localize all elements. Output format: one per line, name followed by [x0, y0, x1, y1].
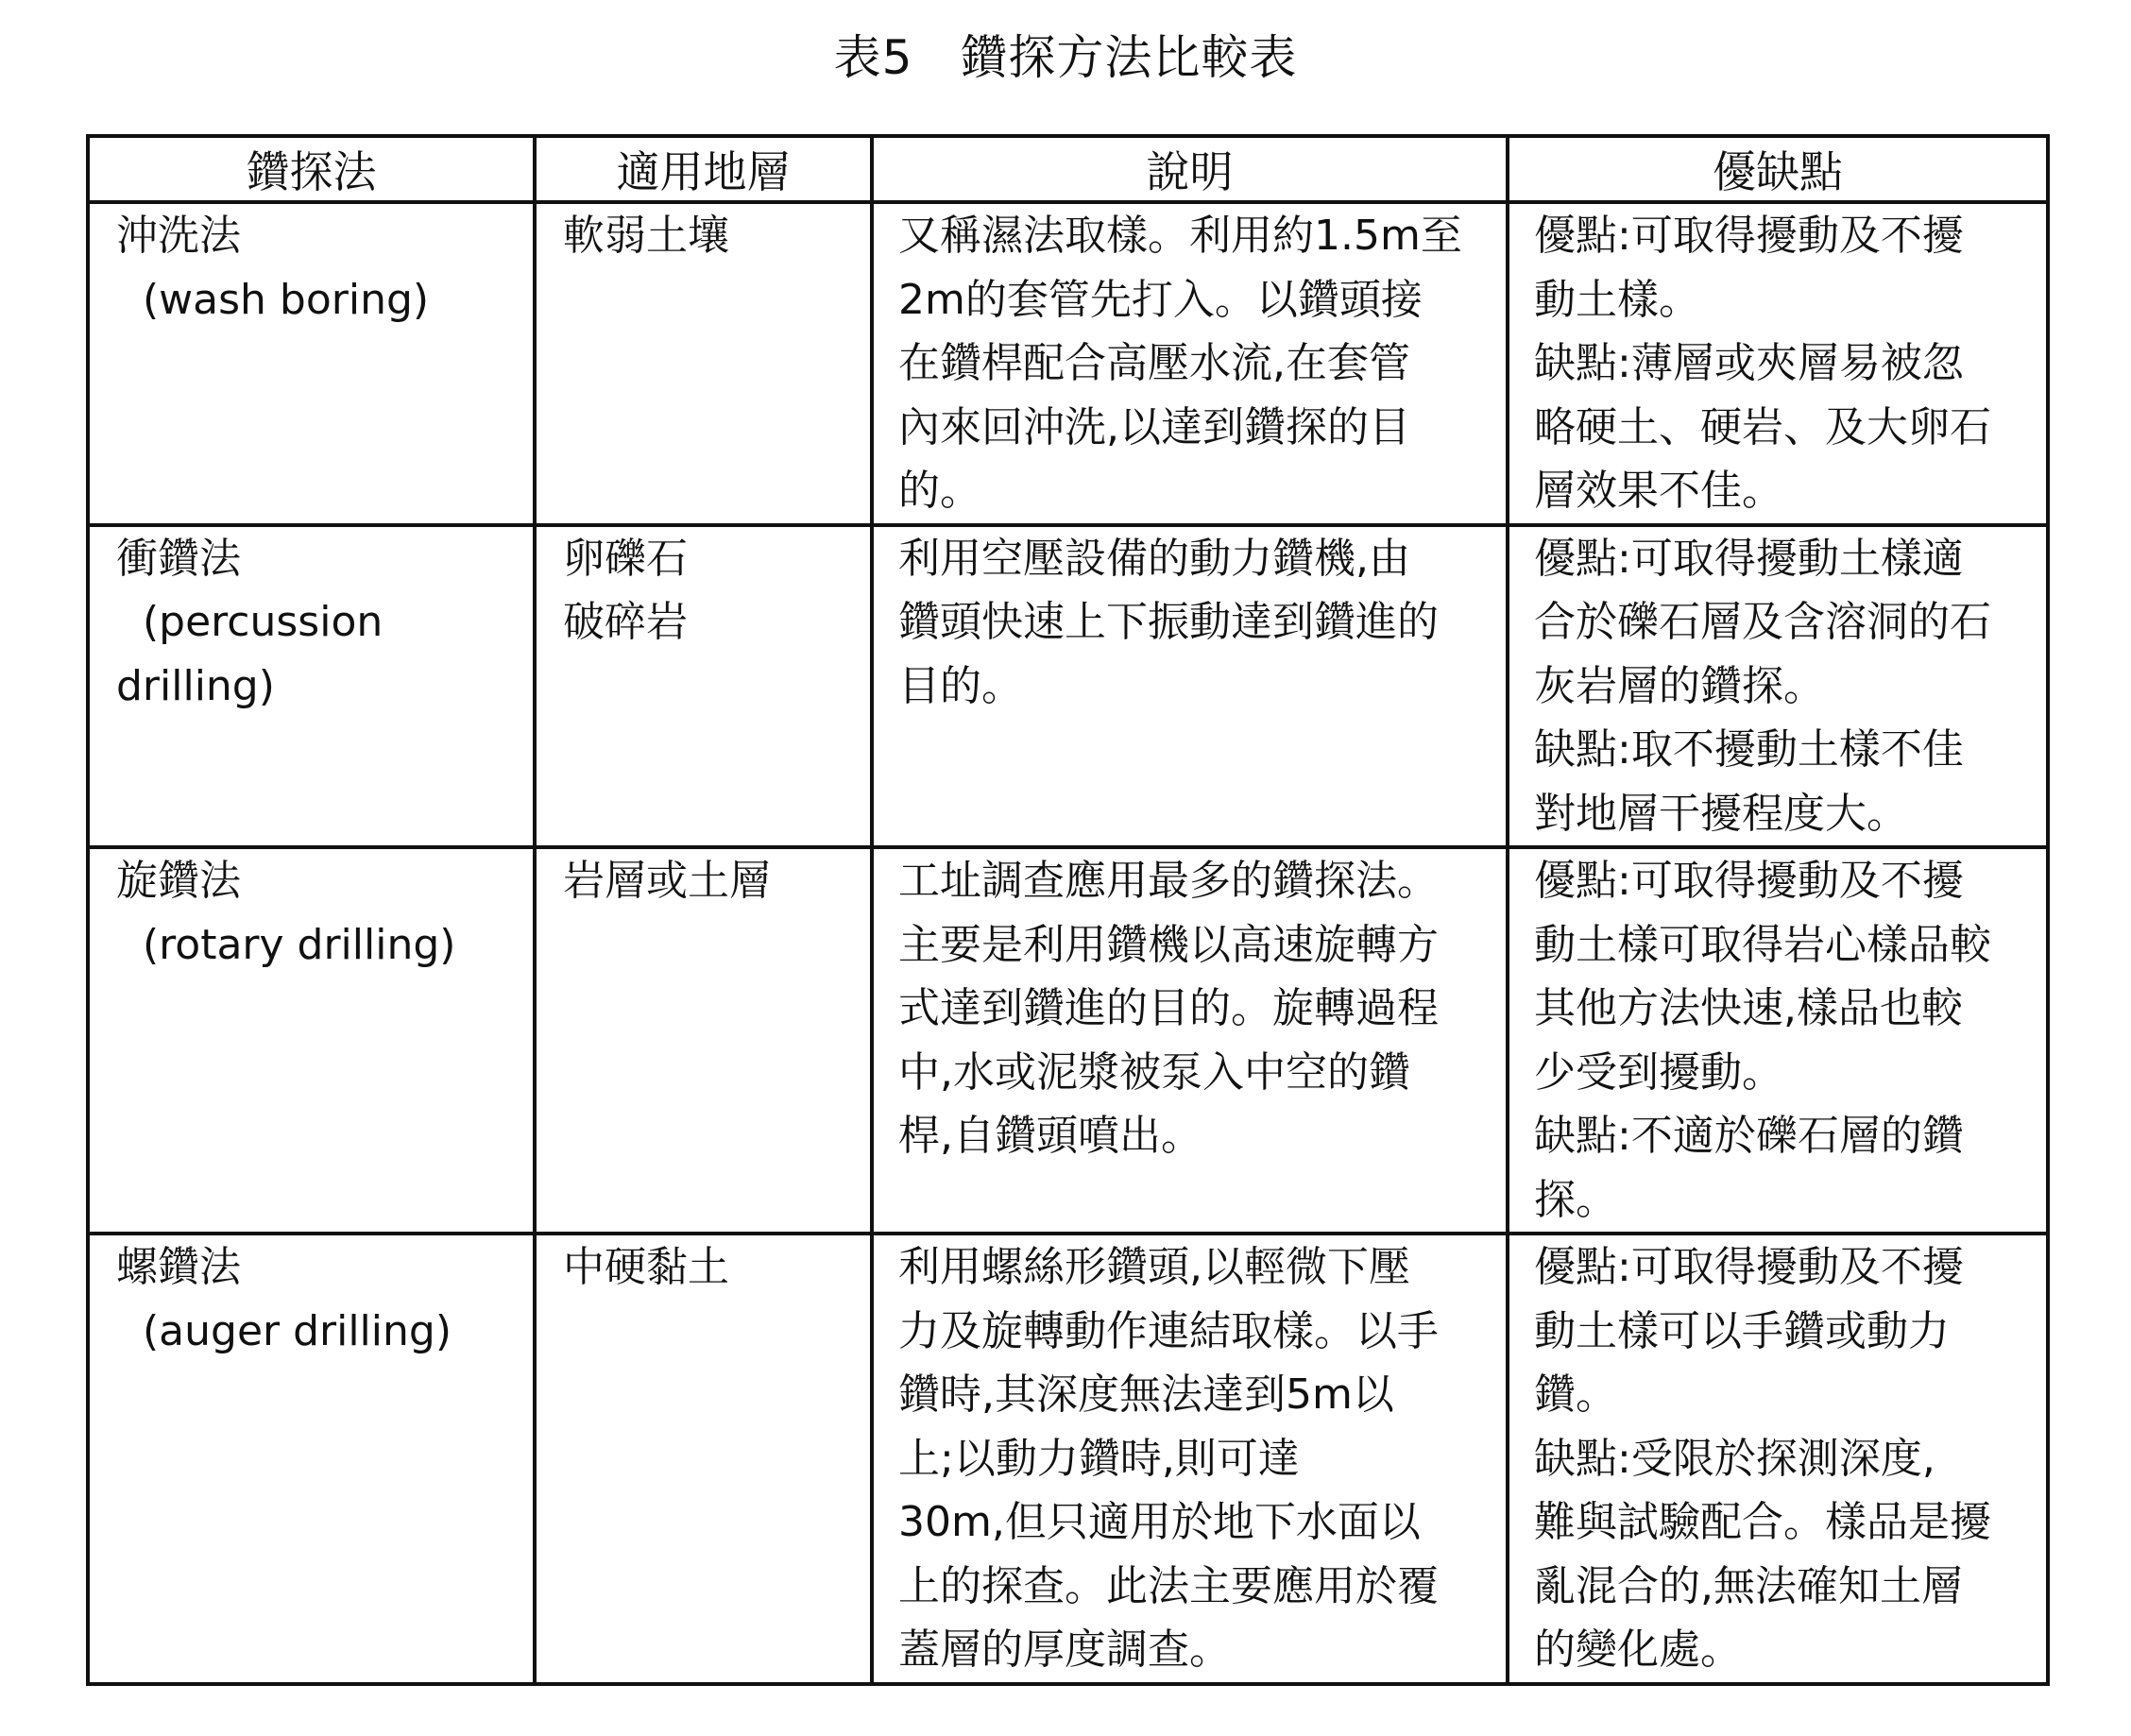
method-name: 衝鑽法	[116, 534, 241, 583]
description-line: 上;以動力鑽時,則可達	[898, 1434, 1300, 1483]
strata-text: 中硬黏土	[563, 1243, 729, 1291]
table-row	[88, 847, 2048, 1234]
description-line: 中,水或泥漿被泵入中空的鑽	[898, 1047, 1410, 1097]
pros-cons-line: 探。	[1534, 1175, 1617, 1224]
description-line: 利用空壓設備的動力鑽機,由	[898, 534, 1410, 583]
table-row	[88, 202, 2048, 525]
header-strata: 適用地層	[535, 136, 872, 202]
header-pros-cons: 優缺點	[1508, 136, 2048, 202]
method-english-name: (wash boring)	[143, 275, 430, 324]
pros-cons-line: 缺點:受限於探測深度,	[1534, 1434, 1935, 1483]
description-line: 上的探查。此法主要應用於覆	[898, 1561, 1439, 1610]
method-name: 旋鑽法	[116, 857, 241, 905]
pros-cons-line: 優點:可取得擾動及不擾	[1534, 212, 1964, 260]
pros-cons-line: 的變化處。	[1534, 1625, 1742, 1674]
description-line: 的。	[898, 467, 981, 515]
pros-cons-line: 層效果不佳。	[1534, 467, 1783, 515]
pros-cons-line: 動土樣可取得岩心樣品較	[1534, 920, 1991, 969]
method-cell	[88, 202, 535, 525]
description-line: 式達到鑽進的目的。旋轉過程	[898, 984, 1439, 1032]
description-line: 內來回沖洗,以達到鑽探的目	[898, 402, 1410, 451]
description-line: 在鑽桿配合高壓水流,在套管	[898, 339, 1410, 387]
description-line: 力及旋轉動作連結取樣。以手	[898, 1306, 1439, 1355]
description-line: 目的。	[898, 661, 1023, 710]
header-method: 鑽探法	[88, 136, 535, 202]
drilling-methods-table	[86, 134, 2050, 1686]
description-line: 鑽頭快速上下振動達到鑽進的	[898, 598, 1439, 646]
method-english-name: (auger drilling)	[143, 1306, 452, 1355]
table-title	[0, 26, 2131, 89]
pros-cons-line: 優點:可取得擾動土樣適	[1534, 534, 1964, 583]
description-cell	[872, 202, 1508, 525]
description-cell	[872, 847, 1508, 1234]
pros-cons-line: 缺點:不適於礫石層的鑽	[1534, 1112, 1964, 1160]
method-name: 沖洗法	[116, 212, 241, 260]
description-line: 鑽時,其深度無法達到5m以	[898, 1370, 1394, 1419]
pros-cons-cell	[1508, 847, 2048, 1234]
table-row	[88, 525, 2048, 848]
pros-cons-line: 動土樣可以手鑽或動力	[1534, 1306, 1950, 1355]
header-description: 說明	[872, 136, 1508, 202]
description-line: 桿,自鑽頭噴出。	[898, 1112, 1202, 1160]
pros-cons-line: 其他方法快速,樣品也較	[1534, 984, 1963, 1032]
pros-cons-line: 灰岩層的鑽探。	[1534, 661, 1825, 710]
strata-cell	[535, 1234, 872, 1684]
strata-cell	[535, 202, 872, 525]
description-line: 工址調查應用最多的鑽探法。	[898, 857, 1439, 905]
description-line: 主要是利用鑽機以高速旋轉方	[898, 920, 1439, 969]
description-line: 2m的套管先打入。以鑽頭接	[898, 275, 1423, 324]
table-number: 表5	[833, 30, 913, 85]
pros-cons-line: 亂混合的,無法確知土層	[1534, 1561, 1963, 1610]
strata-text: 卵礫石	[563, 534, 688, 583]
pros-cons-line: 鑽。	[1534, 1370, 1617, 1419]
pros-cons-line: 合於礫石層及含溶洞的石	[1534, 598, 1991, 646]
pros-cons-line: 優點:可取得擾動及不擾	[1534, 1243, 1964, 1291]
description-cell	[872, 525, 1508, 848]
description-line: 蓋層的厚度調查。	[898, 1625, 1231, 1674]
method-english-name: (percussion	[143, 598, 384, 646]
pros-cons-cell	[1508, 525, 2048, 848]
pros-cons-line: 優點:可取得擾動及不擾	[1534, 857, 1964, 905]
pros-cons-line: 難與試驗配合。樣品是擾	[1534, 1498, 1991, 1546]
pros-cons-line: 略硬土、硬岩、及大卵石	[1534, 402, 1991, 451]
method-english-name: (rotary drilling)	[143, 920, 456, 969]
description-line: 30m,但只適用於地下水面以	[898, 1498, 1421, 1546]
description-cell	[872, 1234, 1508, 1684]
method-english-name: drilling)	[116, 661, 275, 710]
pros-cons-line: 動土樣。	[1534, 275, 1700, 324]
description-line: 利用螺絲形鑽頭,以輕微下壓	[898, 1243, 1410, 1291]
method-cell	[88, 1234, 535, 1684]
strata-text: 岩層或土層	[563, 857, 771, 905]
pros-cons-cell	[1508, 202, 2048, 525]
description-line: 又稱濕法取樣。利用約1.5m至	[898, 212, 1462, 260]
table-title-text: 鑽探方法比較表	[960, 30, 1298, 85]
table-row	[88, 1234, 2048, 1684]
strata-text: 破碎岩	[563, 598, 688, 646]
strata-cell	[535, 525, 872, 848]
method-cell	[88, 525, 535, 848]
pros-cons-cell	[1508, 1234, 2048, 1684]
method-name: 螺鑽法	[116, 1243, 241, 1291]
pros-cons-line: 缺點:取不擾動土樣不佳	[1534, 725, 1964, 774]
pros-cons-line: 對地層干擾程度大。	[1534, 789, 1908, 838]
pros-cons-line: 少受到擾動。	[1534, 1047, 1783, 1097]
method-cell	[88, 847, 535, 1234]
strata-text: 軟弱土壤	[563, 212, 729, 260]
pros-cons-line: 缺點:薄層或夾層易被忽	[1534, 339, 1964, 387]
header-row	[88, 136, 2048, 202]
strata-cell	[535, 847, 872, 1234]
